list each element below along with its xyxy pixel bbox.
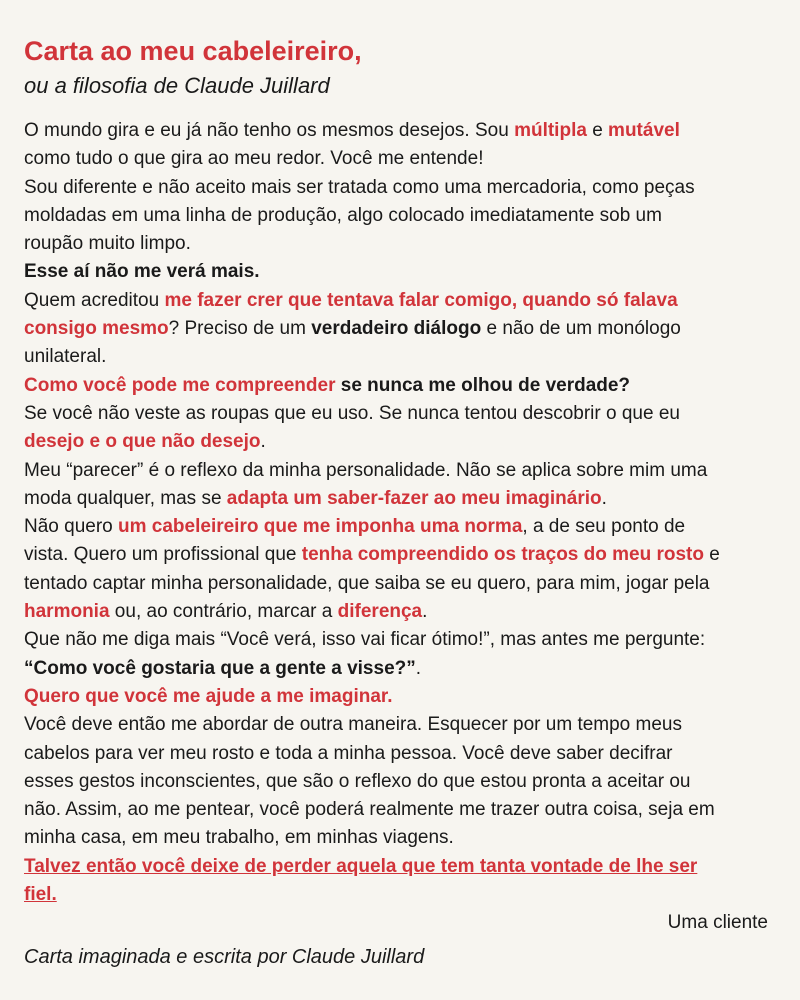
letter-line: Você deve então me abordar de outra maneira. Esquecer por um tempo meus: [24, 714, 682, 736]
underlined-closing-line: Talvez então você deixe de perder aquela que tem tanta vontade de lhe ser: [24, 855, 698, 877]
letter-line: não. Assim, ao me pentear, você poderá realmente me trazer outra coisa, seja em: [24, 799, 715, 821]
letter-line: Que não me diga mais “Você verá, isso vai ficar ótimo!”, mas antes me pergunte:: [24, 629, 706, 651]
letter-text: Quem acreditou: [24, 289, 165, 311]
letter-text: O mundo gira e eu já não tenho os mesmos desejos. Sou: [24, 120, 515, 141]
letter-text: e: [703, 544, 720, 566]
highlighted-text: tenha compreendido os traços do meu rosto: [301, 544, 704, 566]
bold-text: verdadeiro diálogo: [311, 318, 482, 340]
letter-line: [24, 287, 776, 315]
letter-line: como tudo o que gira ao meu redor. Você me entende!: [24, 148, 484, 170]
highlighted-text: adapta um saber-fazer ao meu imaginário: [226, 487, 602, 509]
letter-line: roupão muito limpo.: [24, 233, 191, 255]
highlighted-text: um cabeleireiro que me imponha uma norma: [118, 516, 523, 538]
page-title: Carta ao meu cabeleireiro,: [24, 36, 362, 66]
letter-text: ou, ao contrário, marcar a: [109, 601, 338, 623]
letter-text: ? Preciso de um: [168, 318, 312, 340]
letter-body: [24, 117, 776, 909]
letter-line: [24, 541, 776, 569]
letter-text: e: [586, 120, 609, 141]
letter-line: cabelos para ver meu rosto e toda a minha pessoa. Você deve saber decifrar: [24, 742, 673, 764]
highlighted-text: múltipla: [514, 120, 587, 141]
letter-text: .: [260, 431, 266, 453]
letter-line: tentado captar minha personalidade, que saiba se eu quero, para mim, jogar pela: [24, 572, 710, 594]
letter-line: [24, 315, 776, 343]
letter-text: .: [422, 601, 428, 623]
author-credit: Carta imaginada e escrita por Claude Juillard: [24, 946, 425, 969]
letter-text: vista. Quero um profissional que: [24, 544, 302, 566]
highlighted-text: mutável: [608, 120, 680, 141]
letter-line: Se você não veste as roupas que eu uso. Se nunca tentou descobrir o que eu: [24, 402, 680, 424]
bold-text: “Como você gostaria que a gente a visse?”: [24, 657, 416, 679]
letter-line: Sou diferente e não aceito mais ser tratada como uma mercadoria, como peças: [24, 176, 695, 198]
highlighted-text: harmonia: [24, 601, 110, 623]
letter-text: Não quero: [24, 516, 119, 538]
letter-line: [24, 428, 776, 456]
highlighted-text: diferença: [337, 601, 423, 623]
letter-text: .: [601, 487, 607, 509]
letter-line: moldadas em uma linha de produção, algo colocado imediatamente sob um: [24, 204, 662, 226]
highlighted-text: me fazer crer que tentava falar comigo, quando só falava: [164, 289, 678, 311]
letter-line: [24, 117, 776, 145]
page-subtitle: ou a filosofia de Claude Juillard: [24, 73, 330, 98]
letter-text: moda qualquer, mas se: [24, 487, 227, 509]
letter-text: , a de seu ponto de: [522, 516, 686, 538]
letter-line: [24, 372, 776, 400]
highlighted-text: desejo e o que não desejo: [24, 431, 261, 453]
bold-line: Esse aí não me verá mais.: [24, 261, 260, 283]
underlined-closing-line: fiel.: [24, 884, 57, 906]
letter-line: [24, 655, 776, 683]
letter-text: e não de um monólogo: [481, 318, 681, 340]
letter-line: minha casa, em meu trabalho, em minhas viagens.: [24, 827, 454, 849]
letter-line: [24, 598, 776, 626]
letter-line: [24, 485, 776, 513]
highlighted-text: Como você pode me compreender: [24, 374, 336, 396]
highlighted-text: consigo mesmo: [24, 318, 169, 340]
bold-text: se nunca me olhou de verdade?: [335, 374, 631, 396]
letter-line: esses gestos inconscientes, que são o reflexo do que estou pronta a aceitar ou: [24, 770, 691, 792]
letter-text: .: [415, 657, 422, 679]
letter-line: Meu “parecer” é o reflexo da minha personalidade. Não se aplica sobre mim uma: [24, 459, 708, 481]
letter-line: [24, 513, 776, 541]
highlighted-line: Quero que você me ajude a me imaginar.: [24, 685, 393, 707]
letter-line: unilateral.: [24, 346, 107, 368]
signature: Uma cliente: [667, 912, 768, 934]
